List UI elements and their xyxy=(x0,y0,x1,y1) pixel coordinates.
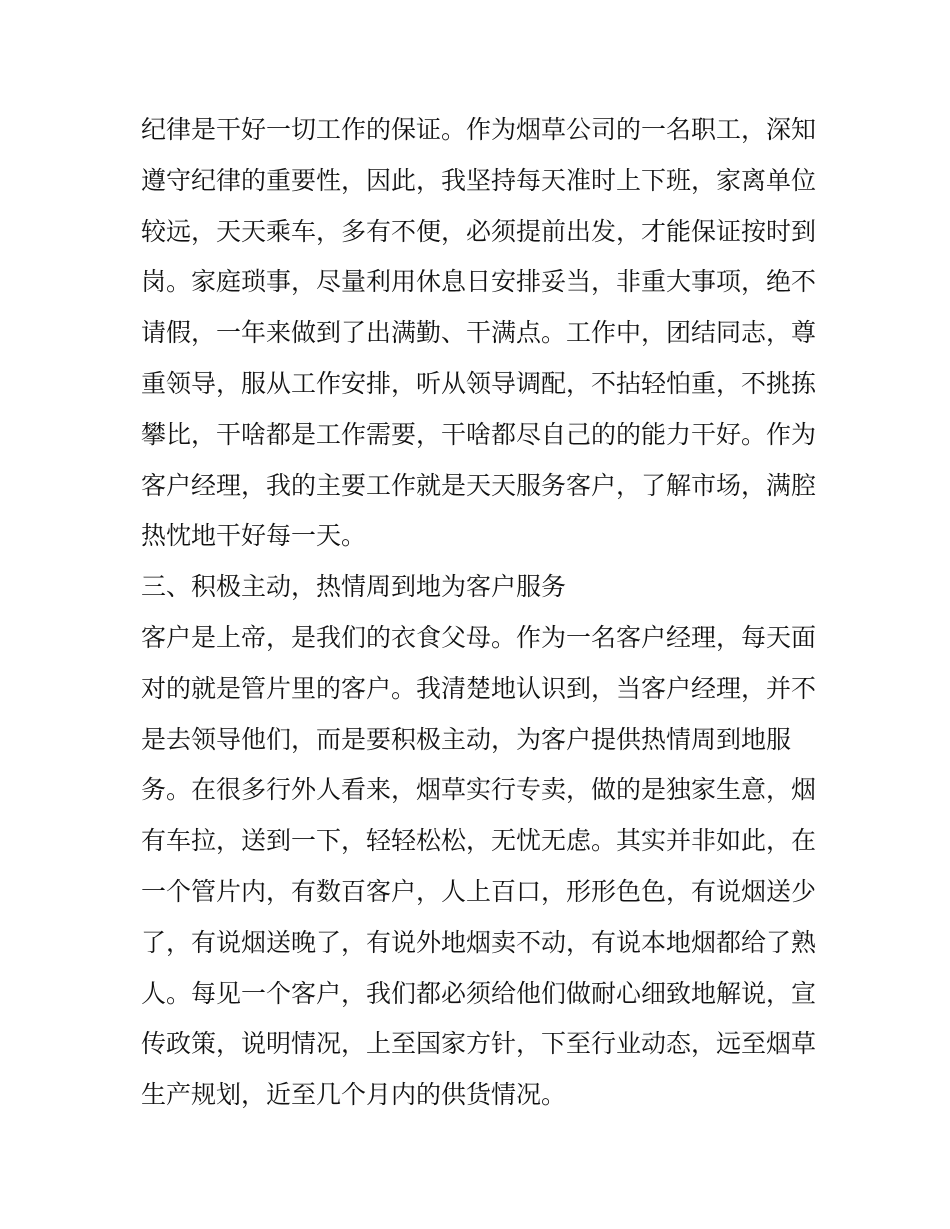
text-line: 较远，天天乘车，多有不便，必须提前出发，才能保证按时到 xyxy=(141,216,817,246)
text-line: 了，有说烟送晚了，有说外地烟卖不动，有说本地烟都给了熟 xyxy=(141,927,817,957)
text-line: 有车拉，送到一下，轻轻松松，无忧无虑。其实并非如此，在 xyxy=(141,826,817,856)
text-line: 遵守纪律的重要性，因此，我坚持每天准时上下班，家离单位 xyxy=(141,165,817,195)
text-line: 是去领导他们，而是要积极主动，为客户提供热情周到地服 xyxy=(141,724,792,754)
text-line: 重领导，服从工作安排，听从领导调配，不拈轻怕重，不挑拣 xyxy=(141,368,817,398)
text-line: 传政策，说明情况，上至国家方针，下至行业动态，远至烟草 xyxy=(141,1029,817,1059)
text-line: 热忱地干好每一天。 xyxy=(141,521,367,551)
text-line: 攀比，干啥都是工作需要，干啥都尽自己的的能力干好。作为 xyxy=(141,419,817,449)
text-line: 人。每见一个客户，我们都必须给他们做耐心细致地解说，宣 xyxy=(141,978,817,1008)
text-line: 客户是上帝，是我们的衣食父母。作为一名客户经理，每天面 xyxy=(141,622,817,652)
text-line: 客户经理，我的主要工作就是天天服务客户，了解市场，满腔 xyxy=(141,470,817,500)
text-line: 生产规划，近至几个月内的供货情况。 xyxy=(141,1080,567,1110)
text-line: 纪律是干好一切工作的保证。作为烟草公司的一名职工，深知 xyxy=(141,115,817,144)
text-line: 一个管片内，有数百客户，人上百口，形形色色，有说烟送少 xyxy=(141,876,817,906)
body-text xyxy=(141,105,821,1121)
text-line: 对的就是管片里的客户。我清楚地认识到，当客户经理，并不 xyxy=(141,673,817,703)
text-line: 请假，一年来做到了出满勤、干满点。工作中，团结同志，尊 xyxy=(141,318,817,348)
text-line: 岗。家庭琐事，尽量利用休息日安排妥当，非重大事项，绝不 xyxy=(141,267,817,297)
text-line: 务。在很多行外人看来，烟草实行专卖，做的是独家生意，烟 xyxy=(141,775,817,805)
section-heading: 三、积极主动，热情周到地为客户服务 xyxy=(141,572,567,602)
